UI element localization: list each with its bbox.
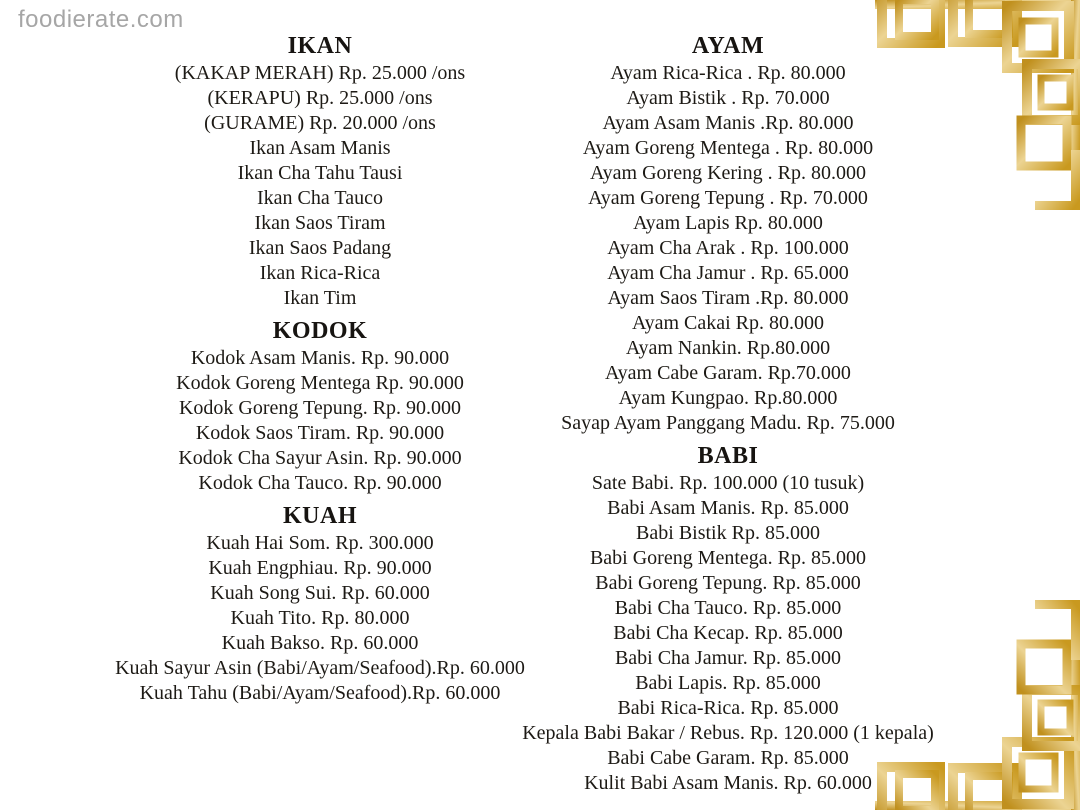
menu-item: Ikan Saos Tiram bbox=[254, 212, 386, 234]
section-title-kuah: KUAH bbox=[283, 503, 357, 529]
menu-item: Kuah Hai Som. Rp. 300.000 bbox=[206, 532, 434, 554]
menu-item: Kodok Goreng Tepung. Rp. 90.000 bbox=[178, 397, 462, 419]
menu-item: Ayam Nankin. Rp.80.000 bbox=[625, 337, 831, 359]
menu-item: Kodok Cha Sayur Asin. Rp. 90.000 bbox=[178, 447, 462, 469]
menu-item: (GURAME) Rp. 20.000 /ons bbox=[204, 112, 436, 134]
menu-item: Kuah Engphiau. Rp. 90.000 bbox=[208, 557, 432, 579]
menu-item: Ayam Goreng Tepung . Rp. 70.000 bbox=[588, 187, 868, 209]
menu-item: Kepala Babi Bakar / Rebus. Rp. 120.000 (1 kepala) bbox=[522, 722, 934, 744]
menu-item: Ayam Kungpao. Rp.80.000 bbox=[618, 387, 838, 409]
menu-item: Babi Goreng Tepung. Rp. 85.000 bbox=[595, 572, 861, 594]
menu-item: Babi Cha Tauco. Rp. 85.000 bbox=[614, 597, 842, 619]
menu-item: Babi Asam Manis. Rp. 85.000 bbox=[607, 497, 849, 519]
menu-item: Babi Cha Jamur. Rp. 85.000 bbox=[614, 647, 842, 669]
section-title-kodok: KODOK bbox=[272, 318, 368, 344]
menu-item: Ayam Cha Arak . Rp. 100.000 bbox=[607, 237, 849, 259]
watermark-foodierate: foodierate.com bbox=[18, 6, 184, 33]
menu-item: Ikan Saos Padang bbox=[248, 237, 392, 259]
menu-item: Ayam Lapis Rp. 80.000 bbox=[633, 212, 823, 234]
menu-item: (KAKAP MERAH) Rp. 25.000 /ons bbox=[174, 62, 466, 84]
menu-item: Ayam Cakai Rp. 80.000 bbox=[631, 312, 825, 334]
menu-item: Ayam Goreng Kering . Rp. 80.000 bbox=[590, 162, 866, 184]
section-title-ayam: AYAM bbox=[691, 33, 765, 59]
menu-item: Kuah Bakso. Rp. 60.000 bbox=[221, 632, 419, 654]
menu-item: Sayap Ayam Panggang Madu. Rp. 75.000 bbox=[561, 412, 895, 434]
menu-item: Ikan Tim bbox=[283, 287, 357, 309]
menu-item: Ikan Asam Manis bbox=[249, 137, 391, 159]
menu-item: Kuah Tahu (Babi/Ayam/Seafood).Rp. 60.000 bbox=[139, 682, 501, 704]
menu-item: Kulit Babi Asam Manis. Rp. 60.000 bbox=[584, 772, 872, 794]
menu-item: Babi Rica-Rica. Rp. 85.000 bbox=[617, 697, 839, 719]
menu-item: Ayam Cabe Garam. Rp.70.000 bbox=[605, 362, 851, 384]
menu-item: Kuah Tito. Rp. 80.000 bbox=[230, 607, 410, 629]
menu-item: Kodok Cha Tauco. Rp. 90.000 bbox=[198, 472, 442, 494]
menu-item: Kuah Song Sui. Rp. 60.000 bbox=[210, 582, 430, 604]
menu-item: Kuah Sayur Asin (Babi/Ayam/Seafood).Rp. 60.000 bbox=[115, 657, 525, 679]
menu-item: Ayam Asam Manis .Rp. 80.000 bbox=[602, 112, 854, 134]
menu-column-right bbox=[478, 26, 978, 796]
menu-item: Babi Cabe Garam. Rp. 85.000 bbox=[607, 747, 849, 769]
section-title-ikan: IKAN bbox=[287, 33, 353, 59]
menu-item: Kodok Goreng Mentega Rp. 90.000 bbox=[176, 372, 464, 394]
menu-item: Babi Lapis. Rp. 85.000 bbox=[635, 672, 821, 694]
menu-item: Babi Goreng Mentega. Rp. 85.000 bbox=[589, 547, 867, 569]
menu-item: Ayam Bistik . Rp. 70.000 bbox=[626, 87, 830, 109]
menu-item: (KERAPU) Rp. 25.000 /ons bbox=[207, 87, 433, 109]
menu-item: Ayam Cha Jamur . Rp. 65.000 bbox=[607, 262, 849, 284]
menu-item: Ikan Rica-Rica bbox=[259, 262, 381, 284]
menu-item: Ayam Saos Tiram .Rp. 80.000 bbox=[607, 287, 849, 309]
menu-item: Kodok Saos Tiram. Rp. 90.000 bbox=[195, 422, 445, 444]
menu-item: Ikan Cha Tauco bbox=[257, 187, 383, 209]
section-title-babi: BABI bbox=[697, 443, 759, 469]
menu-item: Ayam Rica-Rica . Rp. 80.000 bbox=[610, 62, 846, 84]
menu-item: Sate Babi. Rp. 100.000 (10 tusuk) bbox=[591, 472, 865, 494]
menu-item: Babi Cha Kecap. Rp. 85.000 bbox=[613, 622, 843, 644]
menu-item: Ikan Cha Tahu Tausi bbox=[237, 162, 403, 184]
menu-item: Kodok Asam Manis. Rp. 90.000 bbox=[190, 347, 450, 369]
menu-item: Ayam Goreng Mentega . Rp. 80.000 bbox=[582, 137, 874, 159]
menu-item: Babi Bistik Rp. 85.000 bbox=[636, 522, 820, 544]
